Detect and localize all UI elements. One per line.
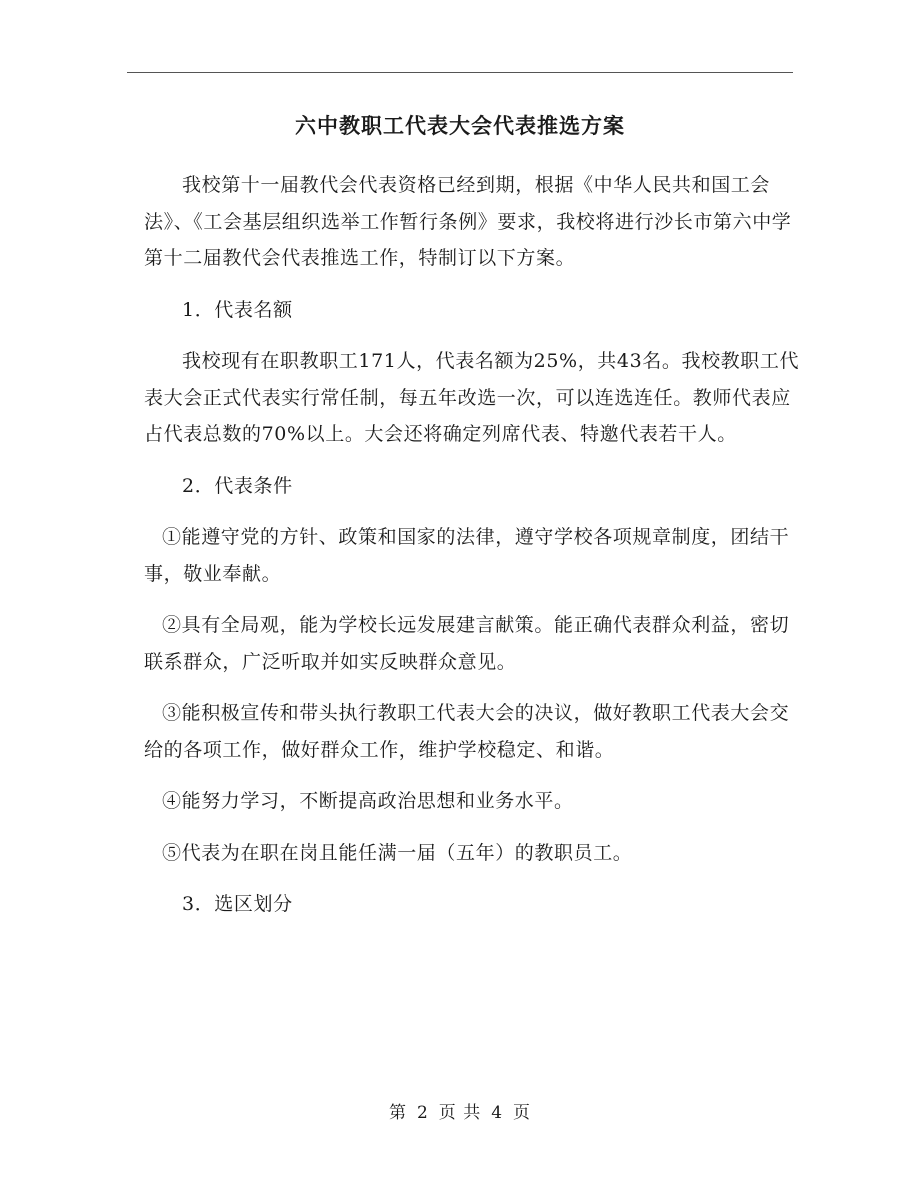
condition-item-4: ④能努力学习，不断提高政治思想和业务水平。 — [162, 790, 574, 812]
section-heading-districts: 3．选区划分 — [182, 893, 293, 915]
section-heading-quota: 1．代表名额 — [182, 298, 293, 321]
footer-current-page: 2 — [416, 1103, 429, 1123]
document-body — [144, 167, 804, 923]
condition-item-2: ②具有全局观，能为学校长远发展建言献策。能正确代表群众利益，密切联系群众，广泛听取并如实反映群众意见。 — [144, 614, 790, 673]
condition-item-3: ③能积极宣传和带头执行教职工代表大会的决议，做好教职工代表大会交给的各项工作，做好群众工作，维护学校稳定、和谐。 — [144, 702, 790, 761]
section-heading-conditions: 2．代表条件 — [182, 474, 293, 497]
condition-item-1: ①能遵守党的方针、政策和国家的法律，遵守学校各项规章制度，团结干事，敬业奉献。 — [144, 526, 790, 585]
footer-suffix: 页 — [513, 1103, 532, 1123]
footer-prefix: 第 — [388, 1103, 407, 1123]
condition-item-5: ⑤代表为在职在岗且能任满一届（五年）的教职员工。 — [162, 841, 633, 864]
footer-middle: 页 共 — [438, 1103, 482, 1123]
header-rule — [127, 72, 793, 73]
paragraph-intro: 我校第十一届教代会代表资格已经到期，根据《中华人民共和国工会法》、《工会基层组织选举工作暂行条例》要求，我校将进行沙长市第六中学第十二届教代会代表推选工作，特制订以下方案。 — [144, 174, 792, 269]
page-footer — [0, 1098, 920, 1123]
document-title: 六中教职工代表大会代表推选方案 — [295, 113, 625, 138]
paragraph-quota: 我校现有在职教职工171人，代表名额为25%，共43名。我校教职工代表大会正式代表实行常任制，每五年改选一次，可以连选连任。教师代表应占代表总数的70%以上。大会还将确定列席代表、特邀代表若干人。 — [144, 350, 800, 445]
footer-total-pages: 4 — [491, 1103, 504, 1123]
